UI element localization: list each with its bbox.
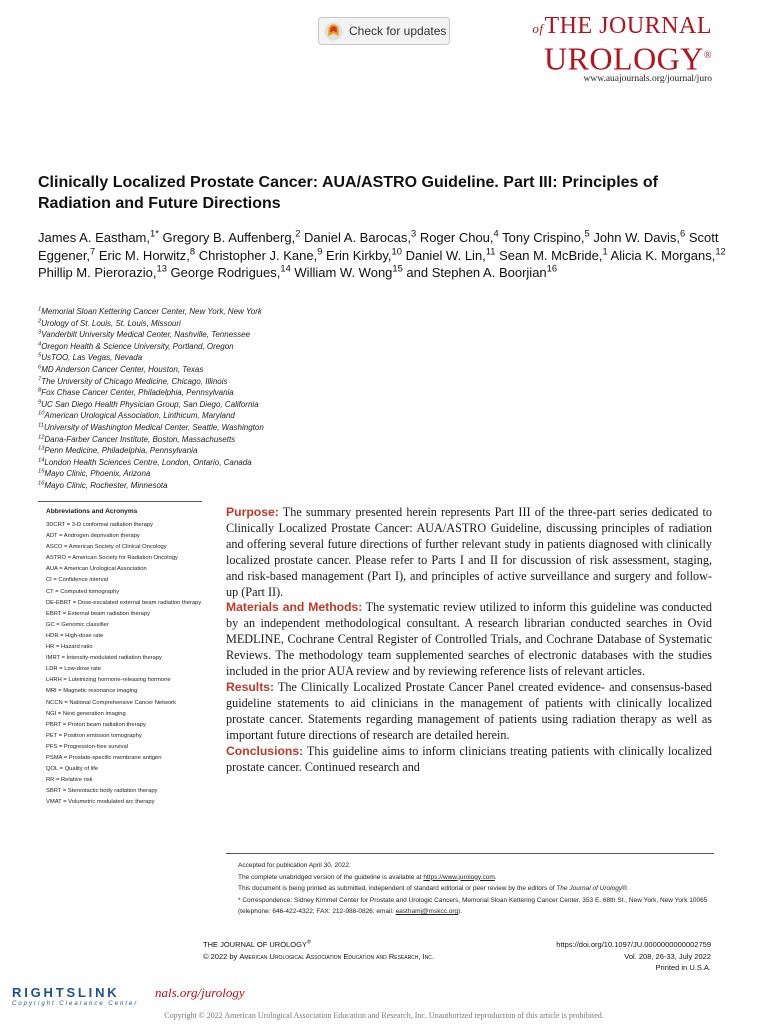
author-name[interactable]: William W. Wong [294, 265, 393, 280]
affiliation-text: Urology of St. Louis, St. Louis, Missouri [41, 318, 181, 328]
affiliation-text: UsTOO, Las Vegas, Nevada [41, 353, 143, 363]
affiliation-number: 4 [38, 341, 42, 348]
correspondence-note [226, 895, 716, 918]
abbreviation-item: LHRH = Luteinizing hormone-releasing hormone [46, 677, 171, 684]
abbreviation-item: ADT = Androgen deprivation therapy [46, 533, 140, 540]
abbreviation-item: EBRT = External beam radiation therapy [46, 610, 151, 617]
journal-logo-registered: ® [703, 50, 712, 61]
affiliation-text: University of Washington Medical Center, Seattle, Washington [43, 422, 264, 432]
author-affiliation-number: 4 [493, 228, 499, 239]
affiliation-item [38, 341, 438, 353]
affiliation-number: 2 [38, 317, 42, 324]
affiliation-item [38, 434, 438, 446]
affiliation-text: Vanderbilt University Medical Center, Nashville, Tennessee [41, 330, 251, 340]
author-name[interactable]: Christopher J. Kane, [198, 247, 318, 263]
abbreviation-item: ASTRO = American Society for Radiation Oncology [46, 555, 178, 562]
affiliation-number: 12 [38, 433, 45, 440]
journal-logo-urology: UROLOGY [543, 40, 704, 77]
abbreviation-item: GC = Genomic classifier [46, 621, 109, 628]
rightslink-banner[interactable] [12, 985, 245, 1011]
copyright-line: Copyright © 2022 American Urological Association Education and Research, Inc. Unauthorized reproduction of this article is prohibited. [164, 1011, 604, 1020]
abstract-section-text: The Clinically Localized Prostate Cancer Panel created evidence- and consensus-based guideline statements to aid clinicians in the management of patients with clinically localized prostate cancer. Statements regarding management of patients using radiation therapy as well as important future directions of research are detailed herein. [226, 679, 712, 742]
submitted-note [238, 883, 716, 895]
abstract-section-text: This guideline aims to inform clinicians treating patients with clinically localized prostate cancer. Continued research and [226, 743, 712, 774]
rightslink-logo [12, 985, 160, 1011]
notes-divider [226, 853, 714, 854]
jurology-link[interactable]: https://www.jurology.com [423, 873, 495, 881]
footer-citation-right [556, 939, 711, 974]
author-name[interactable]: Sean M. McBride, [499, 247, 603, 263]
author-name[interactable]: Alicia K. Morgans, [610, 247, 716, 263]
affiliation-text: Fox Chase Cancer Center, Philadelphia, Pennsylvania [41, 388, 234, 398]
author-name[interactable]: Scott Eggener, [38, 230, 719, 263]
author-affiliation-number: 1 [602, 246, 608, 257]
abbreviation-item: 3DCRT = 3-D conformal radiation therapy [46, 522, 153, 528]
accepted-note: Accepted for publication April 30, 2022. [238, 862, 351, 869]
abbreviation-item: SBRT = Stereotactic body radiation therapy [46, 788, 158, 795]
abstract-section [226, 680, 712, 744]
author-name[interactable]: Phillip M. Pierorazio, [38, 265, 157, 280]
abbreviation-item: LDR = Low-dose rate [46, 666, 101, 673]
author-affiliation-number: 14 [280, 263, 291, 274]
abbreviation-item: PSMA = Prostate-specific membrane antigen [46, 754, 162, 761]
author-affiliation-number: 8 [189, 246, 196, 257]
affiliation-item [38, 445, 438, 457]
article-notes [226, 860, 716, 918]
author-affiliation-number: 12 [715, 246, 726, 257]
abstract-section-label: Materials and Methods: [226, 600, 363, 615]
affiliation-number: 1 [38, 306, 42, 313]
affiliation-number: 6 [38, 364, 42, 371]
abbreviation-item: PFS = Progression-free survival [46, 743, 128, 750]
abbreviation-item: ASCO = American Society of Clinical Oncology [46, 544, 167, 551]
abbreviation-item: IMRT = Intensity-modulated radiation therapy [46, 655, 162, 662]
corresponding-author-mark: * [155, 228, 159, 239]
affiliation-number: 16 [38, 480, 45, 487]
submitted-note-text: This document is being printed as submitted, independent of standard editorial or peer review by the editors of [238, 885, 557, 893]
journal-logo-of: of [532, 21, 544, 36]
abbreviation-item: PBRT = Proton beam radiation therapy [46, 721, 146, 728]
affiliation-number: 15 [38, 468, 45, 475]
article-title: Clinically Localized Prostate Cancer: AUA/ASTRO Guideline. Part III: Principles of Radiation and Future Directions [38, 174, 658, 212]
correspondence-note-end: ). [458, 908, 463, 916]
affiliation-text: Mayo Clinic, Phoenix, Arizona [44, 469, 151, 479]
abstract-section [226, 505, 712, 600]
footer-printed: Printed in U.S.A. [655, 963, 711, 972]
affiliation-text: Oregon Health & Science University, Portland, Oregon [41, 341, 234, 351]
abstract-section-label: Purpose: [226, 505, 279, 519]
author-separator: and [402, 265, 432, 280]
author-name[interactable]: Stephen A. Boorjian [431, 265, 547, 280]
affiliation-text: UC San Diego Health Physician Group, San Diego, California [41, 399, 259, 409]
author-affiliation-number: 1 [150, 228, 156, 239]
abstract-section-label: Conclusions: [226, 743, 304, 758]
journal-logo-the-journal: THE JOURNAL [544, 13, 712, 39]
author-affiliation-number: 9 [317, 246, 323, 257]
footer-citation-left [203, 939, 434, 962]
affiliation-item [38, 387, 438, 399]
affiliation-number: 3 [38, 329, 42, 336]
abbreviation-item: RR = Relative risk [46, 777, 93, 784]
abbreviations-box [38, 501, 202, 809]
abbreviation-item: CT = Computed tomography [46, 588, 120, 595]
abbreviation-item: PET = Positron emission tomography [46, 732, 142, 739]
check-for-updates-button[interactable] [318, 17, 450, 45]
affiliation-item [38, 376, 438, 388]
abstract-section [226, 600, 712, 680]
abstract-section [226, 744, 712, 776]
author-affiliation-number: 13 [156, 263, 167, 274]
affiliation-item [38, 318, 438, 330]
affiliation-number: 10 [38, 410, 45, 417]
affiliation-item [38, 422, 438, 434]
affiliation-item [38, 468, 438, 480]
journal-logo [532, 13, 712, 77]
author-affiliation-number: 15 [392, 263, 403, 274]
abstract-section-text: The systematic review utilized to inform this guideline was conducted by an independent methodological consultant. A research librarian conducted searches in Ovid MEDLINE, Cochrane Central Register of Controlled Trials, and Cochrane Database of Systematic Reviews. The methodology team supplemented searches of electronic databases with the studies included in the prior AUA review and by reviewing reference lists of relevant articles. [226, 600, 713, 679]
footer-publisher: American Urological Association Education and Research, Inc. [239, 951, 434, 961]
author-name[interactable]: George Rodrigues, [170, 265, 281, 280]
affiliation-item [38, 364, 438, 376]
footer-journal-name: THE JOURNAL OF UROLOGY [203, 940, 307, 949]
unabridged-note-end: . [494, 873, 497, 881]
abbreviation-item: MRI = Magnetic resonance imaging [46, 688, 138, 695]
abbreviation-item: QOL = Quality of life [46, 766, 99, 773]
author-affiliation-number: 16 [546, 263, 558, 274]
abbreviations-list [38, 521, 202, 806]
author-name[interactable]: Daniel A. Barocas, [304, 230, 411, 245]
affiliation-number: 14 [38, 457, 45, 464]
footer-doi[interactable]: https://doi.org/10.1097/JU.0000000000002759 [556, 940, 711, 949]
abbreviation-item: HDR = High-dose rate [46, 632, 104, 639]
author-affiliation-number: 5 [584, 228, 590, 239]
affiliation-item [38, 410, 438, 422]
author-name[interactable]: James A. Eastham, [38, 230, 150, 245]
affiliation-text: Penn Medicine, Philadelphia, Pennsylvania [44, 446, 198, 456]
footer-journal-registered: ® [306, 939, 311, 946]
author-affiliation-number: 3 [410, 228, 417, 239]
affiliation-number: 5 [38, 352, 42, 359]
check-updates-label: Check for updates [349, 24, 447, 38]
abstract-section-label: Results: [226, 679, 275, 694]
unabridged-note [238, 872, 716, 884]
author-affiliation-number: 10 [391, 246, 402, 257]
author-name[interactable]: Tony Crispino, [502, 230, 585, 245]
footer-volume: Vol. 208, 26-33, July 2022 [624, 951, 711, 961]
affiliation-number: 9 [38, 399, 42, 406]
author-name[interactable]: Daniel W. Lin, [405, 247, 486, 263]
author-name[interactable]: John W. Davis, [593, 230, 681, 245]
affiliation-text: American Urological Association, Linthicum, Maryland [44, 411, 235, 421]
abbreviation-item: AUA = American Urological Association [46, 566, 147, 573]
affiliation-text: MD Anderson Cancer Center, Houston, Texas [41, 364, 204, 374]
author-affiliation-number: 6 [680, 228, 686, 239]
affiliation-item [38, 352, 438, 364]
affiliation-item [38, 306, 438, 318]
affiliation-item [38, 480, 438, 492]
affiliation-number: 7 [38, 375, 42, 382]
journal-url[interactable]: www.auajournals.org/journal/juro [583, 74, 712, 84]
check-updates-icon [324, 22, 343, 41]
author-affiliation-number: 2 [295, 228, 301, 239]
unabridged-note-text: The complete unabridged version of the guideline is available at [238, 873, 424, 881]
abbreviation-item: VMAT = Volumetric modulated arc therapy [46, 799, 155, 806]
abbreviation-item: NCCN = National Comprehensive Cancer Network [46, 699, 176, 706]
author-affiliation-number: 7 [90, 246, 96, 257]
affiliations-list [38, 306, 438, 492]
footer-copyright-prefix: © 2022 by [203, 951, 240, 961]
abbreviation-item: DE-EBRT = Dose-escalated external beam radiation therapy [46, 599, 202, 606]
submitted-note-end: ®. [622, 885, 629, 893]
affiliation-item [38, 457, 438, 469]
correspondence-note-text: * Correspondence: Sidney Kimmel Center for Prostate and Urologic Cancers, Memorial Sloan Kettering Cancer Center, 353 E. 68th St., New York, New York 10065 (telephone: 646-422-4322; FAX: 212-988-0826; email: [238, 896, 708, 916]
rightslink-logo-subtext: Copyright Clearance Center [12, 1001, 139, 1007]
author-name[interactable]: Erin Kirkby, [326, 247, 392, 263]
abbreviations-title: Abbreviations and Acronyms [46, 508, 138, 515]
abbreviation-item: CI = Confidence interval [46, 577, 109, 584]
submitted-note-journal: The Journal of Urology [556, 885, 623, 893]
affiliation-text: Dana-Farber Cancer Institute, Boston, Massachusetts [44, 434, 236, 444]
correspondence-email-link[interactable]: easthamj@mskcc.org [395, 908, 459, 916]
rightslink-url[interactable]: nals.org/jurology [155, 985, 245, 1000]
author-name[interactable]: Eric M. Horwitz, [98, 247, 190, 263]
abbreviation-item: NGI = Next generation imaging [46, 710, 126, 717]
affiliation-item [38, 399, 438, 411]
abstract-section-text: The summary presented herein represents Part III of the three-part series dedicated to Clinically Localized Prostate Cancer: AUA/ASTRO Guideline, discussing principles of radiation and offering several future directions of further relevant study in patients diagnosed with clinically localized prostate cancer. Please refer to Parts I and II for discussion of risk assessment, staging, and risk-based management (Part I), and principles of active surveillance and surgery and follow-up (Part II). [226, 505, 712, 599]
author-list [38, 229, 738, 282]
affiliation-text: The University of Chicago Medicine, Chicago, Illinois [41, 376, 228, 386]
affiliation-text: London Health Sciences Centre, London, Ontario, Canada [44, 457, 252, 467]
affiliation-text: Memorial Sloan Kettering Cancer Center, New York, New York [41, 307, 262, 316]
affiliation-item [38, 329, 438, 341]
author-name[interactable]: Roger Chou, [419, 230, 494, 245]
affiliation-text: Mayo Clinic, Rochester, Minnesota [44, 480, 168, 490]
author-name[interactable]: Gregory B. Auffenberg, [162, 230, 296, 245]
affiliation-number: 8 [38, 387, 42, 394]
affiliation-number: 13 [38, 445, 45, 452]
author-affiliation-number: 11 [485, 246, 496, 257]
abstract [226, 505, 712, 775]
rightslink-logo-text: RIGHTSLINK [12, 985, 120, 1000]
abbreviation-item: HR = Hazard ratio [46, 644, 93, 651]
affiliation-number: 11 [38, 422, 44, 429]
